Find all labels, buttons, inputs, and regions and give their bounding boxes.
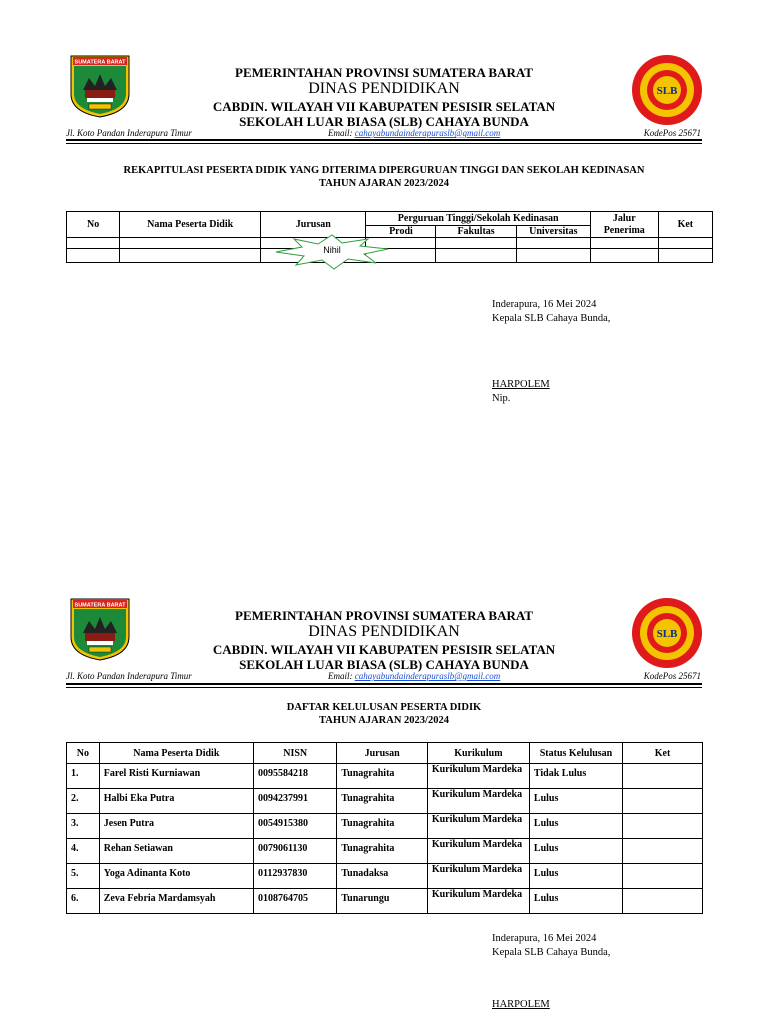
school-title: SEKOLAH LUAR BIASA (SLB) CAHAYA BUNDA (239, 657, 529, 672)
doc2-title: DAFTAR KELULUSAN PESERTA DIDIK (286, 702, 482, 713)
col-nama: Nama Peserta Didik (120, 212, 261, 238)
email-label: Email: (328, 671, 353, 681)
slb-cahaya-bunda-seal-icon (631, 597, 703, 669)
col-pt: Perguruan Tinggi/Sekolah Kedinasan (366, 212, 590, 226)
col-no: No (67, 743, 100, 764)
cell-ket (623, 839, 703, 864)
left-logo-text: SUMATERA BARAT (74, 602, 126, 609)
cell-jurusan: Tunarungu (337, 889, 427, 914)
cell-jurusan: Tunagrahita (337, 814, 427, 839)
header-rule-thin (66, 687, 702, 688)
cell-nisn: 0079061130 (253, 839, 336, 864)
signer-name: HARPOLEM (492, 999, 550, 1010)
cell-kurikulum: Kurikulum Mardeka (427, 814, 529, 839)
col-jalur: Jalur Penerima (590, 212, 658, 238)
postcode: KodePos 25671 (643, 671, 701, 681)
address: Jl. Koto Pandan Inderapura Timur (66, 128, 192, 138)
email-label: Email: (328, 128, 353, 138)
gov-title: PEMERINTAHAN PROVINSI SUMATERA BARAT (235, 65, 533, 80)
cell-nama: Jesen Putra (99, 814, 253, 839)
place-date: Inderapura, 16 Mei 2024 (492, 933, 597, 944)
header-rule-thick (66, 683, 702, 685)
col-kurikulum: Kurikulum (427, 743, 529, 764)
table-row (67, 839, 703, 864)
cell-kurikulum: Kurikulum Mardeka (427, 889, 529, 914)
cell-nama: Halbi Eka Putra (99, 789, 253, 814)
postcode: KodePos 25671 (643, 128, 701, 138)
col-prodi: Prodi (366, 226, 436, 238)
left-logo-text: SUMATERA BARAT (74, 59, 126, 66)
cell-nisn: 0095584218 (253, 764, 336, 789)
cell-no: 1. (67, 764, 100, 789)
col-jurusan: Jurusan (261, 212, 366, 238)
right-logo-text: SLB (656, 628, 678, 640)
doc2-signature (492, 932, 610, 1012)
col-jurusan: Jurusan (337, 743, 427, 764)
cell-ket (623, 789, 703, 814)
cell-status: Tidak Lulus (529, 764, 622, 789)
table-row (67, 889, 703, 914)
doc1-signature (492, 298, 610, 406)
school-title: SEKOLAH LUAR BIASA (SLB) CAHAYA BUNDA (239, 114, 529, 129)
doc1-title: REKAPITULASI PESERTA DIDIK YANG DITERIMA DIPERGURUAN TINGGI DAN SEKOLAH KEDINASAN (123, 165, 645, 176)
header-rule-thin (66, 143, 702, 144)
email-link[interactable]: cahayabundainderapuraslb@gmail.com (354, 128, 501, 138)
nihil-text: Nihil (323, 245, 341, 255)
cell-ket (623, 889, 703, 914)
table-row (67, 814, 703, 839)
col-nisn: NISN (253, 743, 336, 764)
cell-ket (623, 814, 703, 839)
cell-kurikulum: Kurikulum Mardeka (427, 764, 529, 789)
email-link[interactable]: cahayabundainderapuraslb@gmail.com (354, 671, 501, 681)
cell-status: Lulus (529, 889, 622, 914)
cell-status: Lulus (529, 789, 622, 814)
cell-no: 4. (67, 839, 100, 864)
branch-title: CABDIN. WILAYAH VII KABUPATEN PESISIR SELATAN (212, 642, 556, 657)
table-row (67, 764, 703, 789)
cell-no: 5. (67, 864, 100, 889)
slb-cahaya-bunda-seal-icon (631, 54, 703, 126)
doc1-year: TAHUN AJARAN 2023/2024 (319, 178, 449, 189)
header-rule-thick (66, 139, 702, 141)
cell-kurikulum: Kurikulum Mardeka (427, 864, 529, 889)
cell-jurusan: Tunagrahita (337, 789, 427, 814)
cell-ket (623, 764, 703, 789)
nihil-stamp (272, 234, 392, 270)
cell-status: Lulus (529, 839, 622, 864)
address: Jl. Koto Pandan Inderapura Timur (66, 671, 192, 681)
cell-nisn: 0112937830 (253, 864, 336, 889)
sumbar-emblem-icon (69, 597, 131, 661)
right-logo-text: SLB (656, 85, 678, 97)
col-universitas: Universitas (516, 226, 590, 238)
dept-title: DINAS PENDIDIKAN (308, 623, 460, 640)
doc2-table (66, 742, 703, 914)
branch-title: CABDIN. WILAYAH VII KABUPATEN PESISIR SELATAN (212, 99, 556, 114)
cell-nama: Zeva Febria Mardamsyah (99, 889, 253, 914)
col-status: Status Kelulusan (529, 743, 622, 764)
cell-jurusan: Tunagrahita (337, 839, 427, 864)
cell-no: 6. (67, 889, 100, 914)
cell-nisn: 0054915380 (253, 814, 336, 839)
cell-status: Lulus (529, 814, 622, 839)
signer-position: Kepala SLB Cahaya Bunda, (492, 313, 611, 324)
gov-title: PEMERINTAHAN PROVINSI SUMATERA BARAT (235, 608, 533, 623)
table-row (67, 864, 703, 889)
signer-nip: Nip. (492, 393, 511, 404)
email-row (328, 671, 500, 681)
col-fakultas: Fakultas (436, 226, 516, 238)
signer-position: Kepala SLB Cahaya Bunda, (492, 947, 611, 958)
col-no: No (67, 212, 120, 238)
cell-kurikulum: Kurikulum Mardeka (427, 839, 529, 864)
table-row (67, 789, 703, 814)
email-row (328, 128, 500, 138)
doc2-year: TAHUN AJARAN 2023/2024 (319, 715, 449, 726)
cell-kurikulum: Kurikulum Mardeka (427, 789, 529, 814)
col-ket: Ket (658, 212, 712, 238)
cell-status: Lulus (529, 864, 622, 889)
col-ket: Ket (623, 743, 703, 764)
signer-name: HARPOLEM (492, 379, 550, 390)
col-nama: Nama Peserta Didik (99, 743, 253, 764)
cell-no: 2. (67, 789, 100, 814)
cell-nisn: 0108764705 (253, 889, 336, 914)
cell-jurusan: Tunadaksa (337, 864, 427, 889)
cell-jurusan: Tunagrahita (337, 764, 427, 789)
cell-nama: Farel Risti Kurniawan (99, 764, 253, 789)
cell-nisn: 0094237991 (253, 789, 336, 814)
cell-ket (623, 864, 703, 889)
dept-title: DINAS PENDIDIKAN (308, 80, 460, 97)
place-date: Inderapura, 16 Mei 2024 (492, 299, 597, 310)
sumbar-emblem-icon (69, 54, 131, 118)
cell-no: 3. (67, 814, 100, 839)
cell-nama: Yoga Adinanta Koto (99, 864, 253, 889)
cell-nama: Rehan Setiawan (99, 839, 253, 864)
